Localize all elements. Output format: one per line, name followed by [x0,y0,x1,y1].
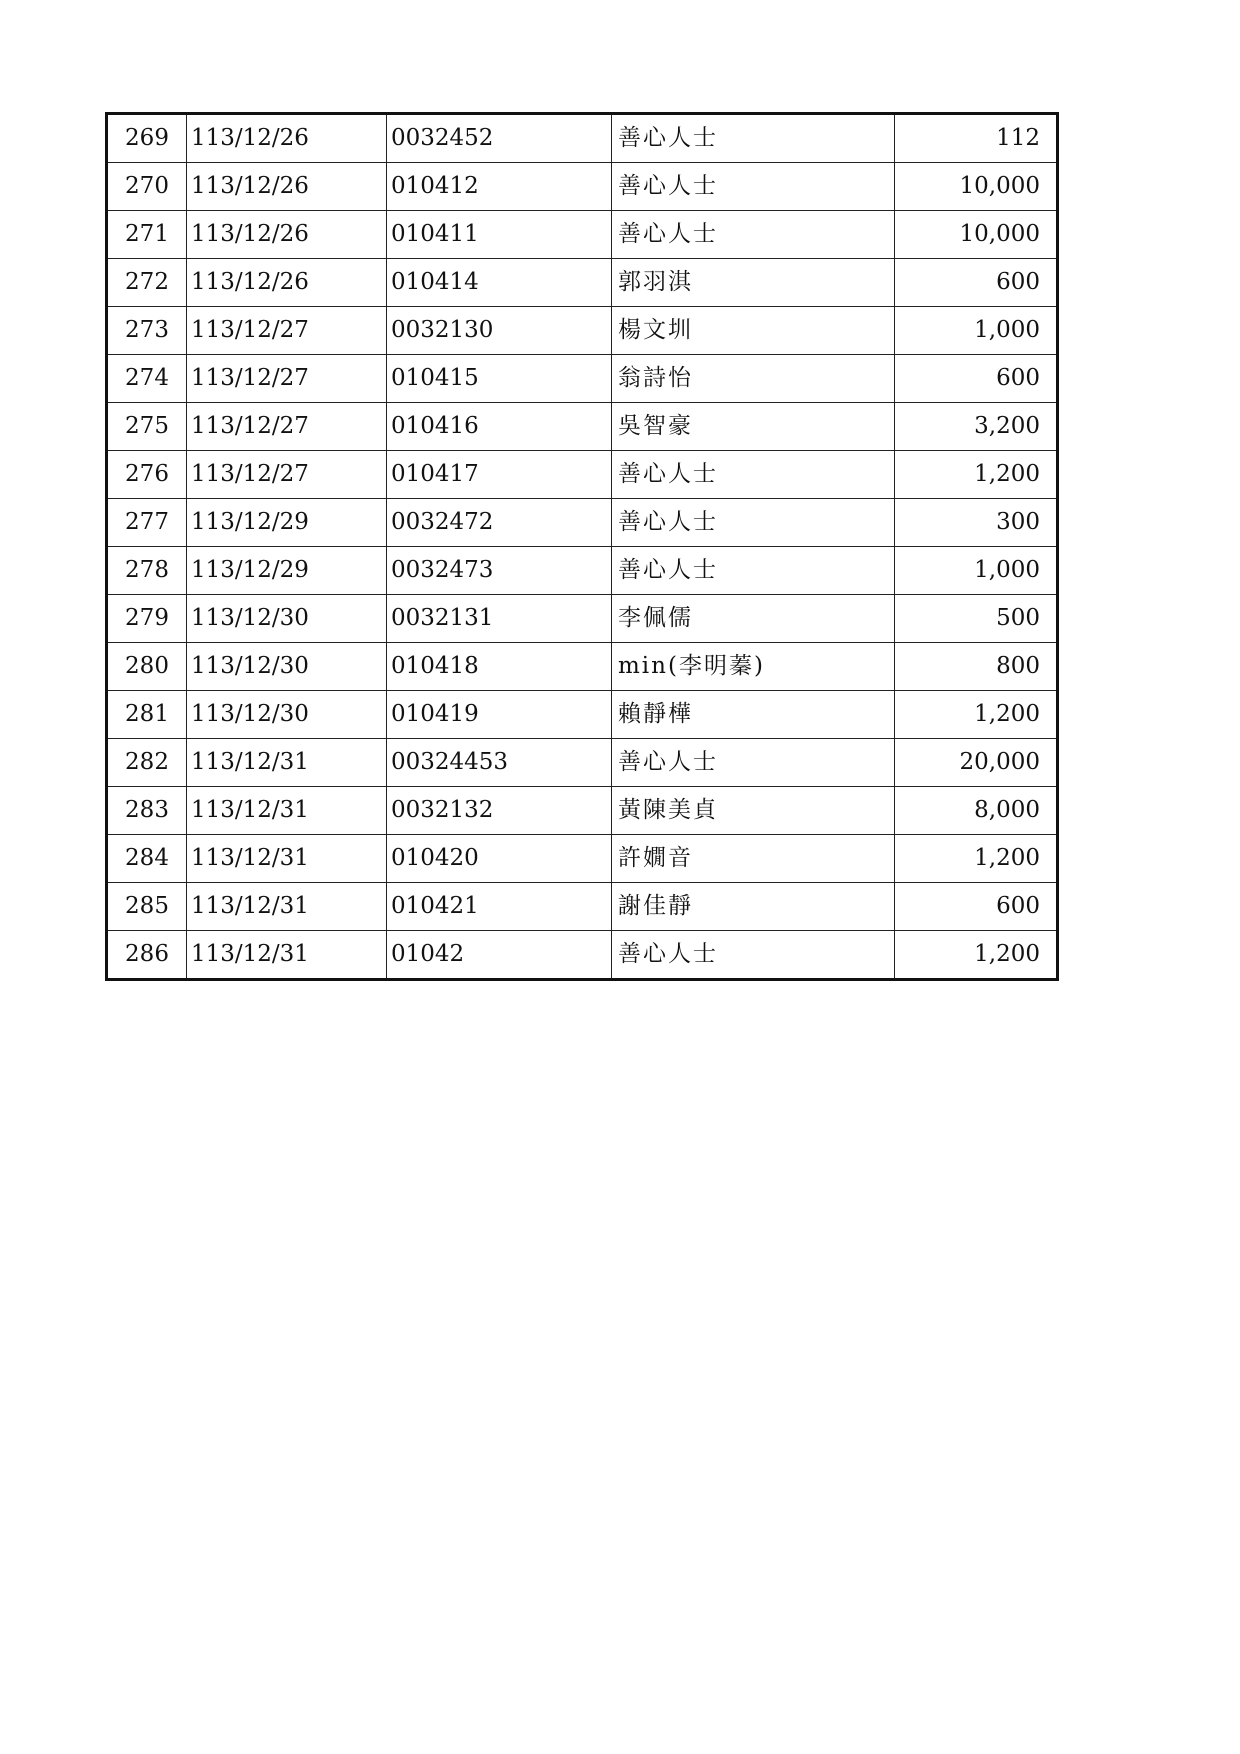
table-row [107,355,1058,403]
table-row [107,547,1058,595]
date-cell: 113/12/29 [187,499,387,547]
table-row [107,691,1058,739]
date-cell: 113/12/27 [187,355,387,403]
date-cell: 113/12/30 [187,643,387,691]
row-number-cell: 272 [107,259,187,307]
table-row [107,787,1058,835]
row-number-cell: 279 [107,595,187,643]
row-number-cell: 280 [107,643,187,691]
receipt-number-cell: 010414 [387,259,612,307]
donor-name-cell: 善心人士 [612,451,895,499]
row-number-cell: 276 [107,451,187,499]
row-number-cell: 284 [107,835,187,883]
donor-name-cell: 楊文圳 [612,307,895,355]
donor-name-cell: 善心人士 [612,931,895,980]
table-row [107,163,1058,211]
donor-name-cell: 許嫺音 [612,835,895,883]
amount-cell: 10,000 [895,163,1058,211]
receipt-number-cell: 01042 [387,931,612,980]
table-row [107,883,1058,931]
amount-cell: 112 [895,114,1058,163]
receipt-number-cell: 0032132 [387,787,612,835]
receipt-number-cell: 0032131 [387,595,612,643]
receipt-number-cell: 010412 [387,163,612,211]
date-cell: 113/12/27 [187,307,387,355]
receipt-number-cell: 0032472 [387,499,612,547]
donor-name-cell: 善心人士 [612,499,895,547]
date-cell: 113/12/31 [187,835,387,883]
date-cell: 113/12/31 [187,739,387,787]
receipt-number-cell: 0032452 [387,114,612,163]
row-number-cell: 274 [107,355,187,403]
row-number-cell: 271 [107,211,187,259]
amount-cell: 8,000 [895,787,1058,835]
table-row [107,739,1058,787]
amount-cell: 1,000 [895,547,1058,595]
donor-name-cell: 善心人士 [612,163,895,211]
date-cell: 113/12/26 [187,163,387,211]
amount-cell: 1,200 [895,691,1058,739]
receipt-number-cell: 010416 [387,403,612,451]
table-row [107,307,1058,355]
ledger-body [107,114,1058,980]
amount-cell: 1,200 [895,451,1058,499]
receipt-number-cell: 010418 [387,643,612,691]
amount-cell: 1,000 [895,307,1058,355]
row-number-cell: 275 [107,403,187,451]
table-row [107,835,1058,883]
table-row [107,211,1058,259]
amount-cell: 1,200 [895,835,1058,883]
date-cell: 113/12/30 [187,691,387,739]
receipt-number-cell: 010415 [387,355,612,403]
donor-name-cell: min(李明蓁) [612,643,895,691]
row-number-cell: 273 [107,307,187,355]
date-cell: 113/12/26 [187,259,387,307]
amount-cell: 3,200 [895,403,1058,451]
receipt-number-cell: 010419 [387,691,612,739]
table-row [107,114,1058,163]
row-number-cell: 277 [107,499,187,547]
donor-name-cell: 善心人士 [612,739,895,787]
amount-cell: 600 [895,355,1058,403]
donor-name-cell: 謝佳靜 [612,883,895,931]
receipt-number-cell: 0032473 [387,547,612,595]
table-row [107,403,1058,451]
table-row [107,595,1058,643]
row-number-cell: 282 [107,739,187,787]
date-cell: 113/12/26 [187,211,387,259]
donor-name-cell: 翁詩怡 [612,355,895,403]
donor-name-cell: 賴靜樺 [612,691,895,739]
donor-name-cell: 黃陳美貞 [612,787,895,835]
receipt-number-cell: 0032130 [387,307,612,355]
date-cell: 113/12/29 [187,547,387,595]
row-number-cell: 285 [107,883,187,931]
date-cell: 113/12/31 [187,787,387,835]
donor-name-cell: 郭羽淇 [612,259,895,307]
amount-cell: 300 [895,499,1058,547]
amount-cell: 800 [895,643,1058,691]
receipt-number-cell: 010411 [387,211,612,259]
date-cell: 113/12/30 [187,595,387,643]
row-number-cell: 270 [107,163,187,211]
date-cell: 113/12/27 [187,451,387,499]
table-row [107,931,1058,980]
row-number-cell: 278 [107,547,187,595]
date-cell: 113/12/27 [187,403,387,451]
amount-cell: 600 [895,883,1058,931]
donor-name-cell: 善心人士 [612,114,895,163]
date-cell: 113/12/31 [187,883,387,931]
amount-cell: 10,000 [895,211,1058,259]
row-number-cell: 286 [107,931,187,980]
date-cell: 113/12/26 [187,114,387,163]
receipt-number-cell: 00324453 [387,739,612,787]
donor-name-cell: 李佩儒 [612,595,895,643]
amount-cell: 1,200 [895,931,1058,980]
table-row [107,499,1058,547]
amount-cell: 600 [895,259,1058,307]
table-row [107,451,1058,499]
donation-ledger-table [105,112,1059,981]
receipt-number-cell: 010417 [387,451,612,499]
donor-name-cell: 善心人士 [612,547,895,595]
amount-cell: 500 [895,595,1058,643]
table-row [107,643,1058,691]
row-number-cell: 283 [107,787,187,835]
receipt-number-cell: 010421 [387,883,612,931]
donor-name-cell: 善心人士 [612,211,895,259]
row-number-cell: 269 [107,114,187,163]
table-row [107,259,1058,307]
amount-cell: 20,000 [895,739,1058,787]
row-number-cell: 281 [107,691,187,739]
donor-name-cell: 吳智豪 [612,403,895,451]
receipt-number-cell: 010420 [387,835,612,883]
date-cell: 113/12/31 [187,931,387,980]
